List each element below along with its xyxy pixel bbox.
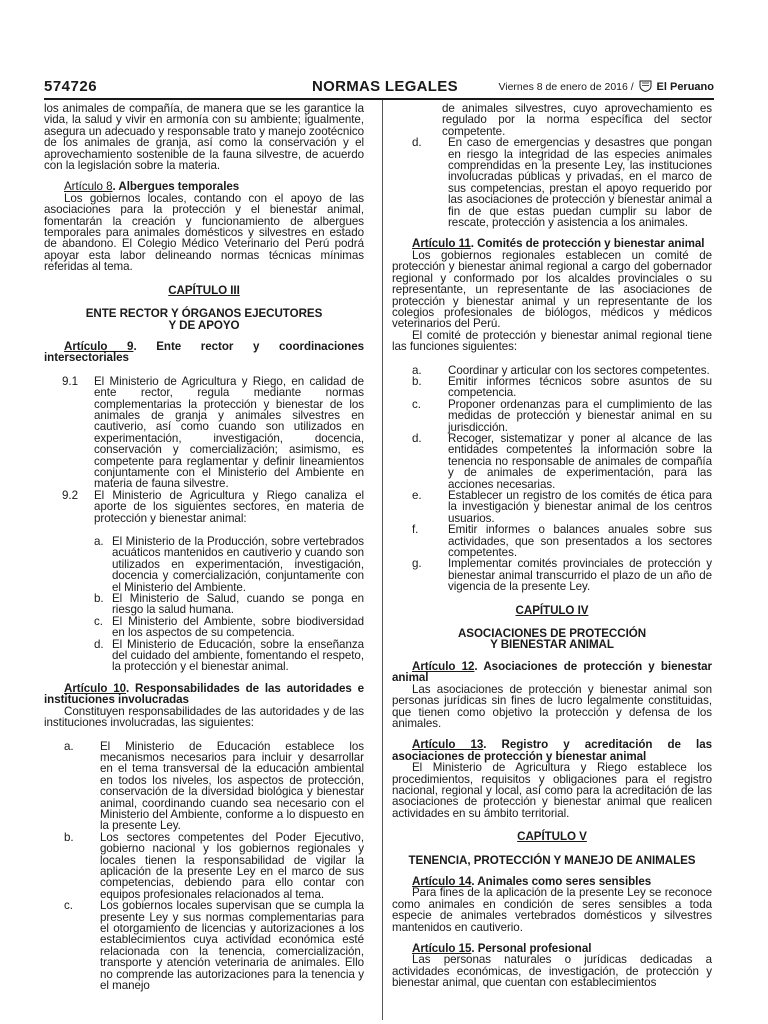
item-text: Coordinar y articular con los sectores competentes. <box>448 363 710 377</box>
item-letter: a. <box>64 739 74 753</box>
article-13-body: El Ministerio de Agricultura y Riego establece los procedimientos, requisitos y obligaciones para el registro nacional, regional y local, así como para la acreditación de las asociaciones de protección y bienestar animal que realicen actividades en su ámbito territorial. <box>392 761 712 820</box>
article-11-item-c <box>392 399 712 433</box>
article-9-sub-c <box>44 616 364 639</box>
article-14-body: Para fines de la aplicación de la presente Ley se reconoce como animales en condición de seres sensibles a toda especie de animales vertebrados domésticos y silvestres mantenidos en cautiverio. <box>392 886 712 934</box>
chapter-5-label: CAPÍTULO V <box>517 830 587 844</box>
item-text: El Ministerio de Educación, sobre la enseñanza del cuidado del ambiente, fomentando el respeto, la protección y el bienestar animal. <box>112 637 364 674</box>
article-11-title: . Comités de protección y bienestar animal <box>470 237 705 251</box>
article-13-label: Artículo 13 <box>412 738 484 752</box>
article-9-sub-b <box>44 593 364 616</box>
chapter-4-title-line1: ASOCIACIONES DE PROTECCIÓN <box>457 627 647 641</box>
article-10-item-c <box>44 900 364 991</box>
item-text: El Ministerio de Agricultura y Riego, en calidad de ente rector, regula mediante normas complementarias la protección y bienestar de los animales de granja y animales silvestres en cautiverio, así como cuando son utilizados en experimentación, investigación, docencia, conservación y comercialización; asimismo, es competente para reglamentar y definir lineamientos conjuntamente con el Ministerio del Ambiente en materia de fauna silvestre. <box>94 374 364 491</box>
article-10-title: . Responsabilidades de las autoridades e instituciones involucradas <box>44 681 364 707</box>
article-11-label: Artículo 11 <box>412 237 471 251</box>
article-8-title: . Albergues temporales <box>112 180 240 194</box>
article-11-body-2: El comité de protección y bienestar animal regional tiene las funciones siguientes: <box>392 328 712 354</box>
article-11-item-g <box>392 558 712 592</box>
article-9-sub-d <box>44 639 364 673</box>
article-8-label: Artículo 8 <box>64 180 113 194</box>
article-10-item-d <box>392 137 712 228</box>
item-text: En caso de emergencias y desastres que pongan en riesgo la integridad de las especies animales comprendidas en la presente Ley, las instituciones involucradas públicas y privadas, en el marco de sus competencias, prestan el apoyo requerido por las asociaciones de protección y bienestar animal a fin de que estas puedan cumplir su labor de rescate, protección y asistencia a los animales. <box>448 136 712 230</box>
item-letter: g. <box>412 557 422 571</box>
article-9-item-1 <box>44 376 364 490</box>
article-11-item-d <box>392 433 712 490</box>
item-text: El Ministerio de Agricultura y Riego canaliza el aporte de los siguientes sectores, en materia de protección y bienestar animal: <box>94 488 364 525</box>
intro-paragraph: los animales de compañía, de manera que se les garantice la vida, la salud y vivir en armonía con su ambiente; igualmente, asegura un adecuado y responsable trato y manejo zootécnico de los animales de granja, así como la conservación y el aprovechamiento sostenible de la fauna silvestre, de acuerdo con la legislación sobre la materia. <box>44 102 364 173</box>
item-letter: f. <box>412 523 419 537</box>
chapter-3-title-line1: ENTE RECTOR Y ÓRGANOS EJECUTORES <box>85 307 323 321</box>
article-10-label: Artículo 10 <box>64 681 127 695</box>
publication-title: NORMAS LEGALES <box>312 78 458 95</box>
item-letter: d. <box>412 431 422 445</box>
article-12-heading <box>392 661 712 684</box>
item-letter: b. <box>94 592 104 606</box>
article-12-body: Las asociaciones de protección y bienestar animal son personas jurídicas sin fines de lucro legalmente constituidas, que tienen como objetivo la protección y defensa de los animales. <box>392 682 712 730</box>
chapter-3-label: CAPÍTULO III <box>168 283 240 297</box>
article-9-sub-a <box>44 536 364 593</box>
right-column <box>392 103 712 989</box>
article-9-item-2 <box>44 490 364 524</box>
item-text: El Ministerio del Ambiente, sobre biodiversidad en los aspectos de su competencia. <box>112 614 364 640</box>
article-15-body: Las personas naturales o jurídicas dedicadas a actividades económicas, de investigación, de protección y bienestar animal, que cuentan con establecimientos <box>392 953 712 990</box>
chapter-5-title: TENENCIA, PROTECCIÓN Y MANEJO DE ANIMALES <box>408 853 696 867</box>
brand-name: El Peruano <box>656 81 714 93</box>
article-12-label: Artículo 12 <box>412 659 475 673</box>
article-8-body: Los gobiernos locales, contando con el apoyo de las asociaciones para la protección y el bienestar animal, fomentarán la creación y funcionamiento de albergues temporales para animales domésticos y silvestres en estado de abandono. El Colegio Médico Veterinario del Perú podrá apoyar esta labor delineando normas técnicas mínimas referidas al tema. <box>44 191 364 274</box>
chapter-3-title-line2: Y DE APOYO <box>168 318 240 332</box>
item-text: Emitir informes o balances anuales sobre sus actividades, que son presentados a los sectores competentes. <box>448 523 712 560</box>
item-text: El Ministerio de Educación establece los mecanismos necesarios para incluir y desarrollar en el tema transversal de la educación ambiental en todos los niveles, los aspectos de protección, conservación de la diversidad biológica y bienestar animal, coordinando cuando sea necesario con el Ministerio del Ambiente, conforme a lo dispuesto en la presente Ley. <box>100 739 364 833</box>
article-12-title: . Asociaciones de protección y bienestar animal <box>392 659 712 685</box>
item-letter: b. <box>64 830 74 844</box>
item-text: Los gobiernos locales supervisan que se cumpla la presente Ley y sus normas complementarias para el otorgamiento de licencias y autorizaciones a los establecimientos cuya actividad económica esté relacionada con la tenencia, comercialización, transporte y atención veterinaria de animales. Ello no comprende las autorizaciones para la tenencia y el manejo <box>100 899 364 993</box>
article-10-heading <box>44 683 364 706</box>
article-10-item-a <box>44 741 364 832</box>
column-divider <box>382 100 383 1020</box>
article-9-title: . Ente rector y coordinaciones intersectoriales <box>44 339 364 365</box>
header-date-brand <box>498 80 714 93</box>
chapter-4-label: CAPÍTULO IV <box>515 603 589 617</box>
item-letter: a. <box>412 363 422 377</box>
item-letter: d. <box>94 637 104 651</box>
article-14-label: Artículo 14 <box>412 874 472 888</box>
item-letter: a. <box>94 535 104 548</box>
article-11-item-f <box>392 524 712 558</box>
item-number: 9.2 <box>62 488 78 502</box>
item-text: El Ministerio de la Producción, sobre vertebrados acuáticos mantenidos en cautiverio y cuando son utilizados en experimentación, investigación, docencia y comercialización, conjuntamente con el Ministerio del Ambiente. <box>112 535 364 594</box>
item-letter: c. <box>94 614 103 628</box>
item-number: 9.1 <box>62 374 78 388</box>
article-15-title: . Personal profesional <box>471 942 592 955</box>
item-text: Establecer un registro de los comités de ética para la investigación y bienestar animal de los centros usuarios. <box>448 489 712 525</box>
item-text: Recoger, sistematizar y poner al alcance de las entidades competentes la información sobre la tenencia no responsable de animales de compañía y de animales de experimentación, para las acciones necesarias. <box>448 431 712 491</box>
article-14-title: . Animales como seres sensibles <box>471 874 652 888</box>
article-15-label: Artículo 15 <box>412 942 472 955</box>
item-text: Emitir informes técnicos sobre asuntos de su competencia. <box>448 374 712 400</box>
page-number: 574726 <box>44 78 98 95</box>
coat-of-arms-icon <box>639 80 652 92</box>
page-header <box>44 78 714 100</box>
article-9-heading <box>44 341 364 364</box>
item-letter: e. <box>412 489 422 502</box>
article-9-label: Artículo 9 <box>64 339 134 353</box>
item-letter: d. <box>412 136 422 150</box>
article-10-item-c-continued: de animales silvestres, cuyo aprovechamiento es regulado por la norma específica del sector competente. <box>442 102 712 138</box>
item-letter: c. <box>412 397 421 411</box>
article-11-body-1: Los gobiernos regionales establecen un comité de protección y bienestar animal regional a cargo del gobernador regional y conformado por los alcaldes provinciales o su representante, un representante de las asociaciones de protección y bienestar animal y un representante de los colegios profesionales de biólogos, médicos y médicos veterinarios del Perú. <box>392 248 712 331</box>
item-text: El Ministerio de Salud, cuando se ponga en riesgo la salud humana. <box>112 592 364 617</box>
left-column <box>44 103 364 991</box>
item-letter: b. <box>412 374 422 388</box>
item-text: Los sectores competentes del Poder Ejecutivo, gobierno nacional y los gobiernos regionales y locales tienen la responsabilidad de vigilar la aplicación de la presente Ley en el marco de sus competencias, debiendo para ello contar con equipos profesionales relacionados al tema. <box>100 830 364 901</box>
article-11-item-b <box>392 376 712 399</box>
article-11-item-e <box>392 490 712 524</box>
item-text: Proponer ordenanzas para el cumplimiento de las medidas de protección y bienestar animal en su jurisdicción. <box>448 397 712 434</box>
article-13-heading <box>392 739 712 762</box>
item-letter: c. <box>64 899 73 913</box>
article-10-item-b <box>44 832 364 900</box>
item-text: Implementar comités provinciales de protección y bienestar animal transcurrido el plazo de un año de vigencia de la presente Ley. <box>448 557 712 594</box>
issue-date: Viernes 8 de enero de 2016 / <box>498 81 634 93</box>
article-13-title: . Registro y acreditación de las asociaciones de protección y bienestar animal <box>392 738 712 763</box>
chapter-4-title-line2: Y BIENESTAR ANIMAL <box>490 638 614 652</box>
article-10-body: Constituyen responsabilidades de las autoridades y de las instituciones involucradas, las siguientes: <box>44 704 364 730</box>
